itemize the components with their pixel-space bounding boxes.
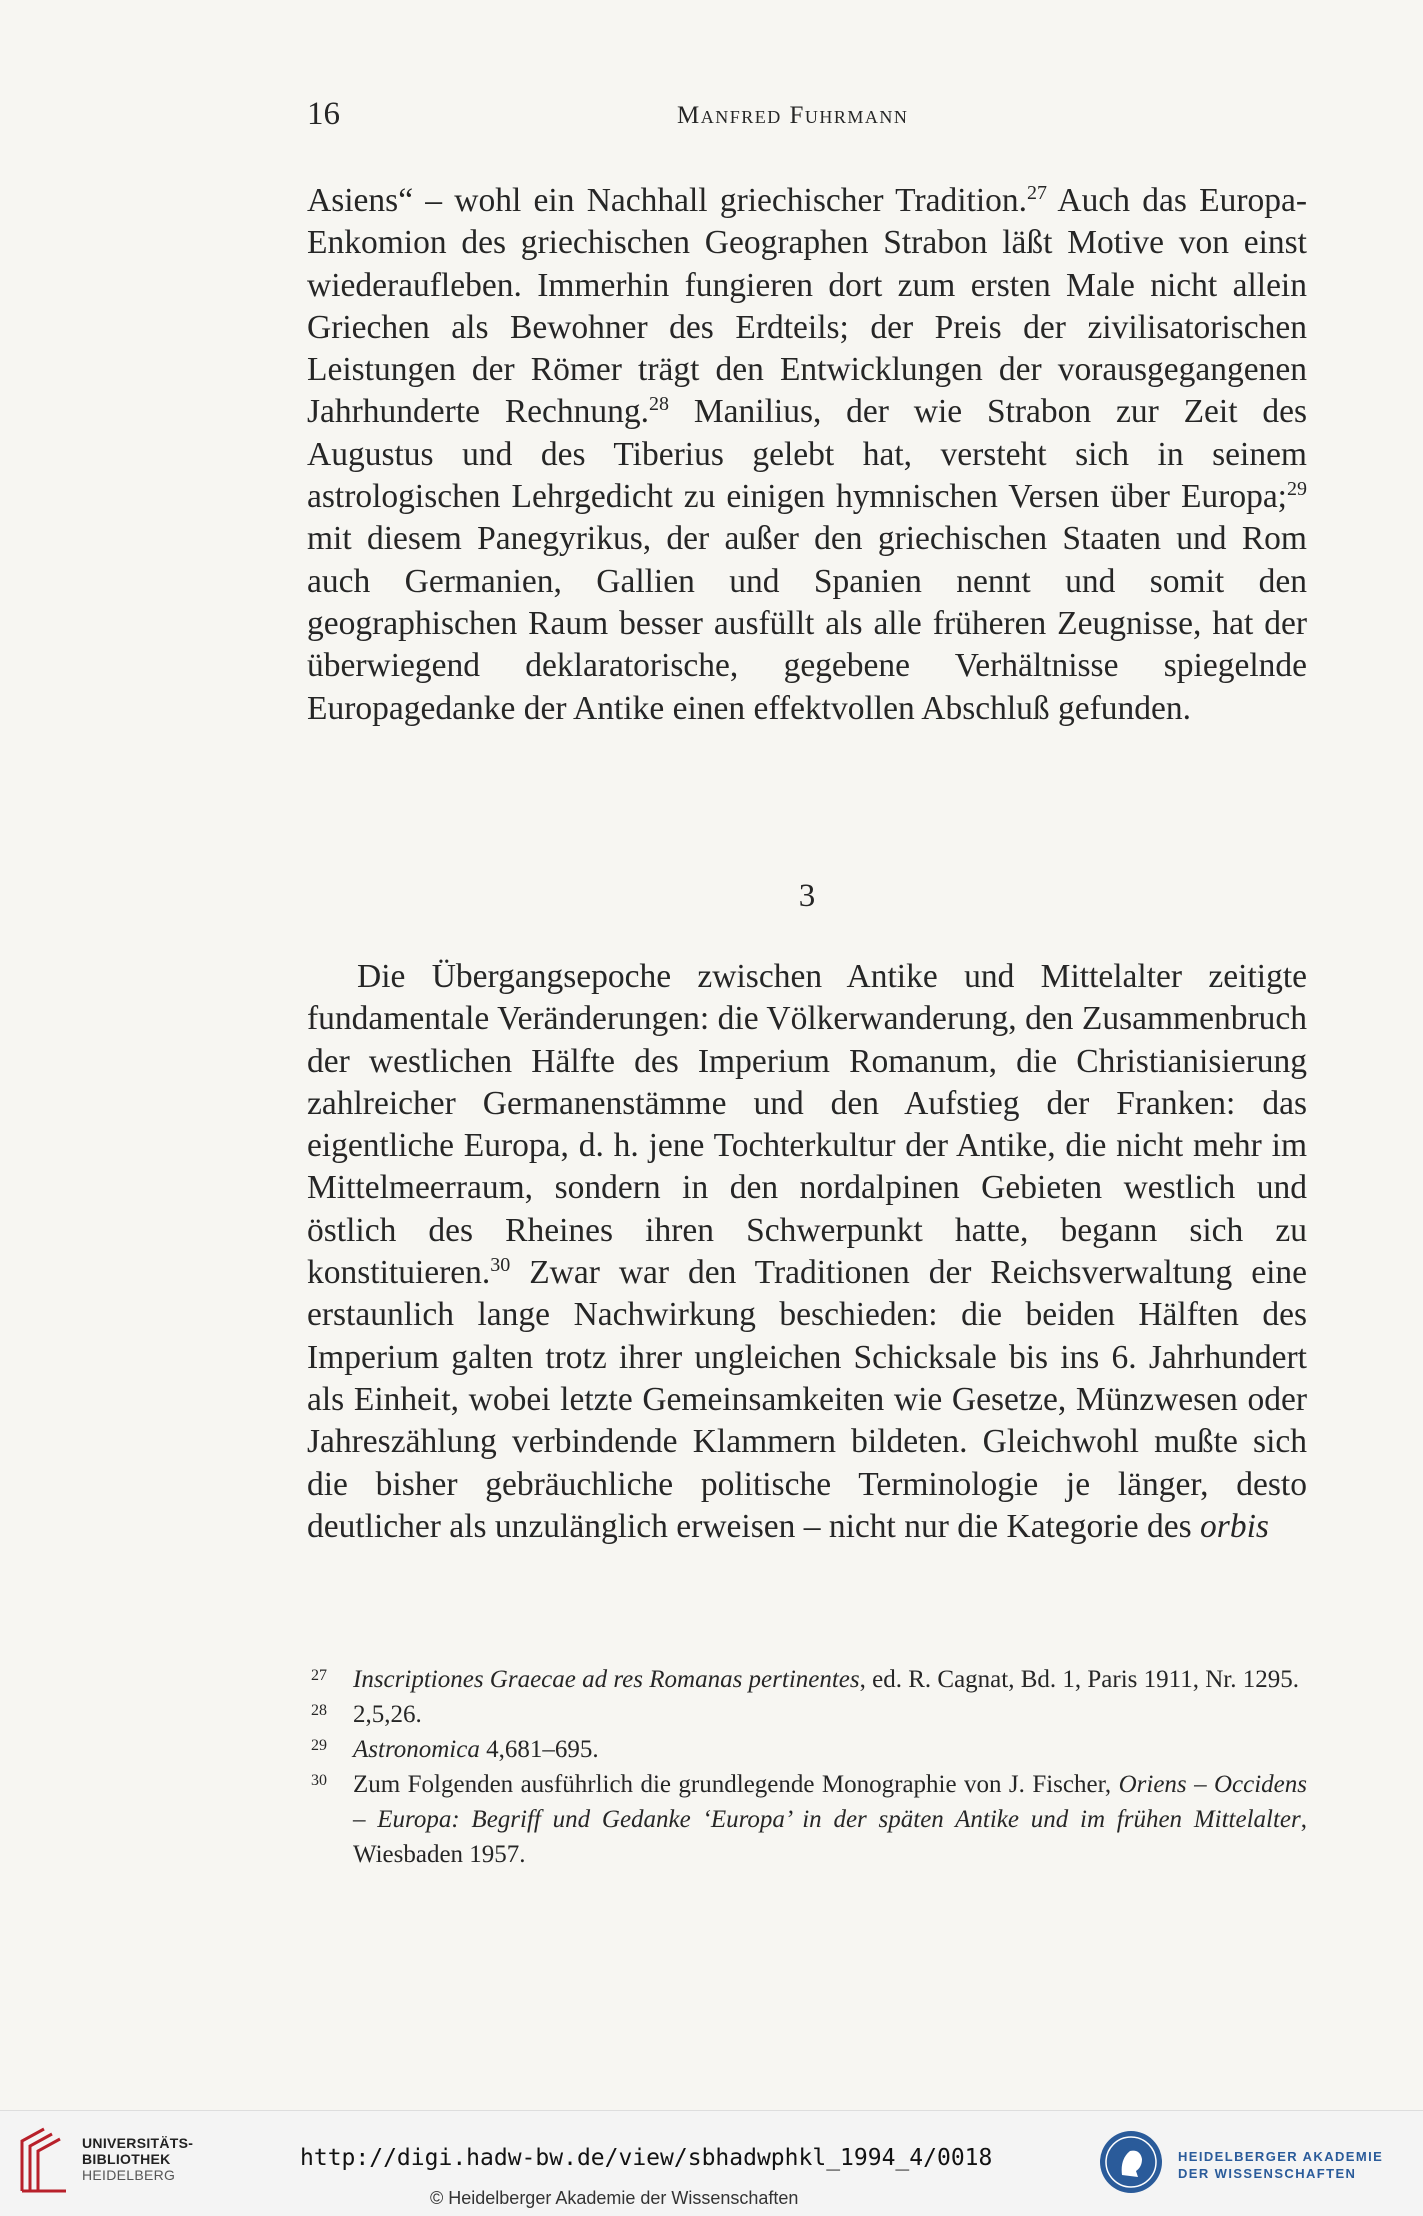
italic-term: orbis <box>1200 1507 1269 1545</box>
text-run: Die Übergangsepoche zwischen Antike und Mittelalter zeitigte fundamentale Veränderungen: die Völkerwanderung, den Zusammenbruch der westlichen Hälfte des Imperium Romanum, die Christianisierung zahlreicher Germanenstämme und den Aufstieg der Franken: das eigentliche Europa, d. h. jene Tochterkultur der Antike, die nicht mehr im Mittelmeerraum, sondern in den nordalpinen Gebieten westlich und östlich des Rheines ihren Schwerpunkt hatte, begann sich zu konstituieren. <box>307 958 1307 1292</box>
footnote-italic: Astronomica <box>353 1736 480 1763</box>
academy-line-2: DER WISSENSCHAFTEN <box>1178 2166 1357 2181</box>
digitization-footer-bar <box>0 2110 1423 2216</box>
running-head: Manfred Fuhrmann <box>677 102 909 129</box>
footnote-number: 28 <box>311 1702 327 1719</box>
footnote-28 <box>307 1697 1307 1732</box>
footnote-30 <box>307 1767 1307 1872</box>
footnote-text: Zum Folgenden ausführlich die grundlegende Monographie von J. Fischer, <box>353 1771 1119 1798</box>
library-line-1: UNIVERSITÄTS- <box>82 2135 194 2151</box>
footnote-text: 2,5,26. <box>353 1701 422 1728</box>
library-line-2: BIBLIOTHEK <box>82 2151 171 2167</box>
library-line-3: HEIDELBERG <box>82 2167 176 2183</box>
text-run: mit diesem Panegyrikus, der außer den griechischen Staaten und Rom auch Germanien, Gallien und Spanien nennt und somit den geographischen Raum besser ausfüllt als alle früheren Zeugnisse, hat der überwiegend deklaratorische, gegebene Verhältnisse spiegelnde Europagedanke der Antike einen effektvollen Abschluß gefunden. <box>307 520 1307 727</box>
footnote-number: 30 <box>311 1772 327 1789</box>
academy-seal-icon[interactable] <box>1098 2129 1164 2195</box>
page-header <box>307 96 1313 136</box>
footnote-italic: Oriens – Occidens – Europa: Begriff und Gedanke ‘Europa’ in der späten Antike und im frühen Mittelalter <box>353 1771 1307 1833</box>
university-library-name <box>82 2135 193 2183</box>
footnote-ref-30: 30 <box>490 1253 511 1276</box>
body-paragraph-1 <box>307 180 1307 730</box>
body-paragraph-2 <box>307 956 1307 1548</box>
footnote-29 <box>307 1732 1307 1767</box>
section-number: 3 <box>798 878 816 914</box>
copyright-notice: © Heidelberger Akademie der Wissenschaften <box>430 2188 799 2208</box>
footnote-italic: Inscriptiones Graecae ad res Romanas pertinentes <box>353 1666 860 1693</box>
footnote-text: , Wiesbaden 1957. <box>353 1806 1307 1868</box>
footnotes <box>307 1662 1307 1872</box>
text-run: Auch das Europa-Enkomion des griechischen Geographen Strabon läßt Motive von einst wiederaufleben. Immerhin fungieren dort zum ersten Male nicht allein Griechen als Bewohner des Erdteils; der Preis der zivilisatorischen Leistungen der Römer trägt den Entwicklungen der vorausgegangenen Jahrhunderte Rechnung. <box>307 182 1308 431</box>
text-run: Manilius, der wie Strabon zur Zeit des Augustus und des Tiberius gelebt hat, versteht sich in seinem astrologischen Lehrgedicht zu einigen hymnischen Versen über Europa; <box>307 393 1307 516</box>
academy-line-1: HEIDELBERGER AKADEMIE <box>1178 2149 1384 2164</box>
footnote-ref-27: 27 <box>1027 181 1048 204</box>
academy-name <box>1178 2148 1383 2182</box>
page-number: 16 <box>307 96 340 132</box>
footnote-ref-29: 29 <box>1287 477 1307 500</box>
footnote-number: 27 <box>311 1667 327 1684</box>
footnote-text: 4,681–695. <box>479 1736 599 1763</box>
permalink-url[interactable]: http://digi.hadw-bw.de/view/sbhadwphkl_1994_4/0018 <box>300 2145 993 2171</box>
university-library-logo-icon[interactable] <box>14 2121 74 2201</box>
footnote-ref-28: 28 <box>649 393 670 416</box>
text-run: Zwar war den Traditionen der Reichsverwaltung eine erstaunlich lange Nachwirkung beschieden: die beiden Hälften des Imperium galten trotz ihrer ungleichen Schicksale bis ins 6. Jahrhundert als Einheit, wobei letzte Gemeinsamkeiten wie Gesetze, Münzwesen oder Jahreszählung verbindende Klammern bildeten. Gleichwohl mußte sich die bisher gebräuchliche politische Terminologie je länger, desto deutlicher als unzulänglich erweisen – nicht nur die Kategorie des <box>307 1254 1307 1545</box>
footnote-number: 29 <box>311 1737 327 1754</box>
footnote-27 <box>307 1662 1307 1697</box>
footnote-text: , ed. R. Cagnat, Bd. 1, Paris 1911, Nr. 1295. <box>859 1666 1299 1693</box>
text-run: Asiens“ – wohl ein Nachhall griechischer Tradition. <box>307 182 1028 219</box>
